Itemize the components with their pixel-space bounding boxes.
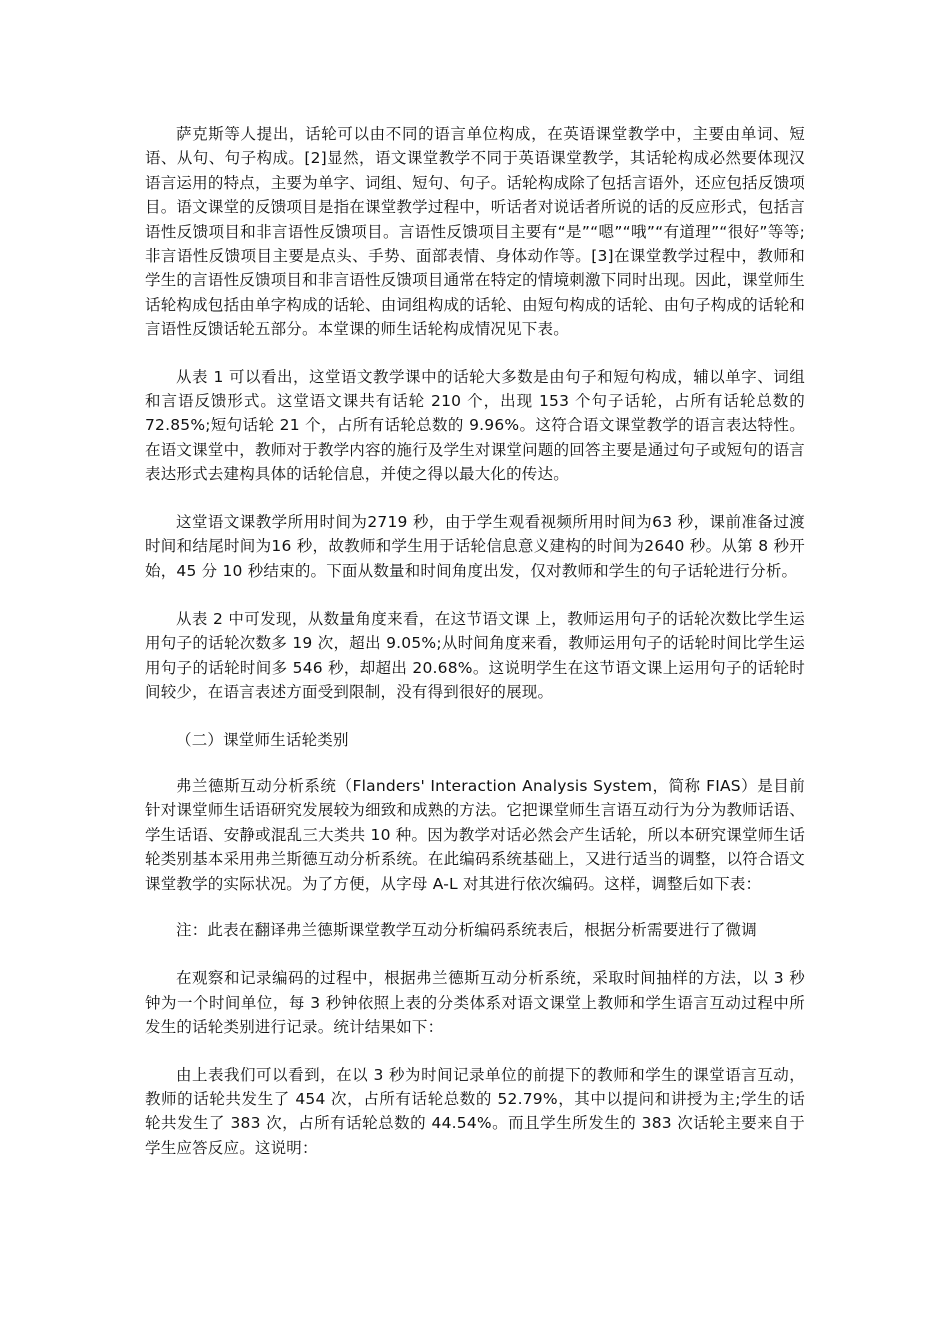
paragraph-table1-analysis: 从表 1 可以看出，这堂语文教学课中的话轮大多数是由句子和短句构成，辅以单字、词组和言语反馈形式。这堂语文课共有话轮 210 个，出现 153 个句子话轮，占所有话轮总数的 72.85%;短句话轮 21 个，占所有话轮总数的 9.96%。这符合语文课堂教学的语言表达特性。在语文课堂中，教师对于教学内容的施行及学生对课堂问题的回答主要是通过句子或短句的语言表达形式去建构具体的话轮信息，并使之得以最大化的传达。 <box>145 367 805 484</box>
section-heading: （二）课堂师生话轮类别 <box>176 730 349 749</box>
table-note: 注：此表在翻译弗兰德斯课堂教学互动分析编码系统表后，根据分析需要进行了微调 <box>176 920 757 939</box>
paragraph-coding-method: 在观察和记录编码的过程中，根据弗兰德斯互动分析系统，采取时间抽样的方法，以 3 秒钟为一个时间单位，每 3 秒钟依照上表的分类体系对语文课堂上教师和学生语言互动过程中所发生的话轮类别进行记录。统计结果如下： <box>145 969 805 1037</box>
paragraph-lesson-time: 这堂语文课教学所用时间为2719 秒，由于学生观看视频所用时间为63 秒，课前准备过渡时间和结尾时间为16 秒，故教师和学生用于话轮信息意义建构的时间为2640 秒。从第 8 秒开始，45 分 10 秒结束的。下面从数量和时间角度出发，仅对教师和学生的句子话轮进行分析。 <box>145 512 805 580</box>
paragraph-statistics-result: 由上表我们可以看到，在以 3 秒为时间记录单位的前提下的教师和学生的课堂语言互动，教师的话轮共发生了 454 次，占所有话轮总数的 52.79%，其中以提问和讲授为主;学生的话轮共发生了 383 次，占所有话轮总数的 44.54%。而且学生所发生的 383 次话轮主要来自于学生应答反应。这说明： <box>145 1065 805 1157</box>
paragraph-turn-composition: 萨克斯等人提出，话轮可以由不同的语言单位构成，在英语课堂教学中，主要由单词、短语、从句、句子构成。[2]显然，语文课堂教学不同于英语课堂教学，其话轮构成必然要体现汉语言运用的特点，主要为单字、词组、短句、句子。话轮构成除了包括言语外，还应包括反馈项目。语文课堂的反馈项目是指在课堂教学过程中，听话者对说话者所说的话的反应形式，包括言语性反馈项目和非言语性反馈项目。言语性反馈项目主要有“是”“嗯”“哦”“有道理”“很好”等等;非言语性反馈项目主要是点头、手势、面部表情、身体动作等。[3]在课堂教学过程中，教师和学生的言语性反馈项目和非言语性反馈项目通常在特定的情境刺激下同时出现。因此，课堂师生话轮构成包括由单字构成的话轮、由词组构成的话轮、由短句构成的话轮、由句子构成的话轮和言语性反馈话轮五部分。本堂课的师生话轮构成情况见下表。 <box>145 125 805 339</box>
paragraph-fias-intro: 弗兰德斯互动分析系统（Flanders' Interaction Analysis System，简称 FIAS）是目前针对课堂师生话语研究发展较为细致和成熟的方法。它把课堂师生言语互动行为分为教师话语、学生话语、安静或混乱三大类共 10 种。因为教学对话必然会产生话轮，所以本研究课堂师生话轮类别基本采用弗兰斯德互动分析系统。在此编码系统基础上，又进行适当的调整，以符合语文课堂教学的实际状况。为了方便，从字母 A-L 对其进行依次编码。这样，调整后如下表： <box>145 776 805 893</box>
paragraph-table2-analysis: 从表 2 中可发现，从数量角度来看，在这节语文课 上，教师运用句子的话轮次数比学生运用句子的话轮次数多 19 次，超出 9.05%;从时间角度来看，教师运用句子的话轮时间比学生运用句子的话轮时间多 546 秒，却超出 20.68%。这说明学生在这节语文课上运用句子的话轮时间较少，在语言表述方面受到限制，没有得到很好的展现。 <box>145 609 805 702</box>
document-body <box>145 122 805 1160</box>
